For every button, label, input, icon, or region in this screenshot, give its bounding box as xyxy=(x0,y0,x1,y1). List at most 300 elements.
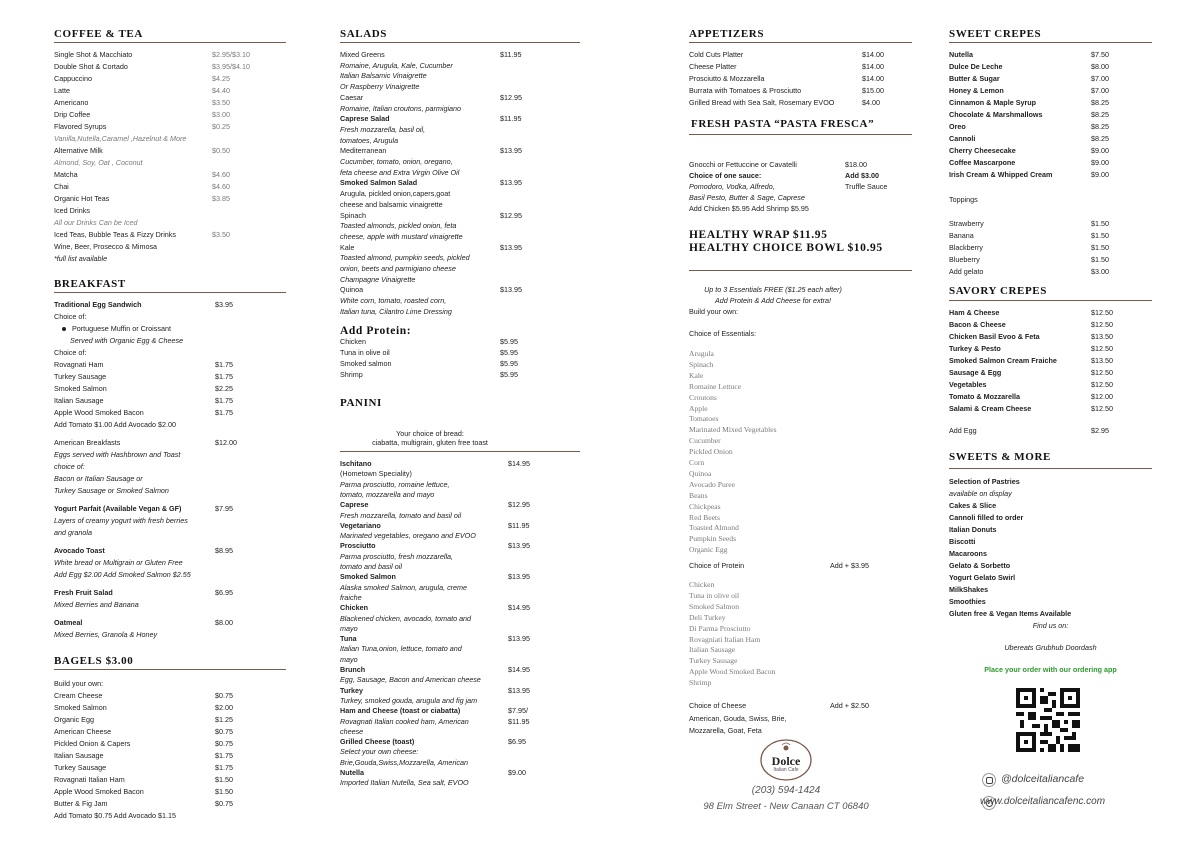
item-price: $1.75 xyxy=(215,751,233,760)
menu-item xyxy=(340,136,398,145)
item-name: mayo xyxy=(340,623,358,633)
menu-item xyxy=(54,588,233,597)
item-name: Grilled Bread with Sea Salt, Rosemary EVOO xyxy=(689,98,835,107)
menu-item xyxy=(340,480,449,489)
item-name: Bacon & Cheese xyxy=(949,320,1006,329)
item-name: Red Beets xyxy=(689,512,721,522)
menu-item xyxy=(689,62,884,71)
item-price: $8.25 xyxy=(1091,110,1109,119)
bread-choice-title: Your choice of bread: xyxy=(396,429,464,438)
item-name: fraiche xyxy=(340,592,362,602)
item-name: Turkey, smoked gouda, arugula and fig jam xyxy=(340,695,478,705)
menu-item xyxy=(340,370,518,379)
item-name: Marinated Mixed Vegetables xyxy=(689,425,777,435)
item-name: tomato and basil oil xyxy=(340,562,402,571)
item-name: Organic Egg xyxy=(54,715,94,724)
menu-item xyxy=(340,221,456,230)
menu-item xyxy=(689,425,777,434)
menu-item xyxy=(340,242,522,252)
item-price: $7.00 xyxy=(1091,74,1109,83)
item-name: All our Drinks Can be Iced xyxy=(54,218,138,227)
item-price: $1.50 xyxy=(215,775,233,784)
item-price: $18.00 xyxy=(845,160,867,169)
item-name: Spinach xyxy=(689,359,714,369)
item-name: Romaine, Italian croutons, parmigiano xyxy=(340,103,462,113)
item-price: $1.75 xyxy=(215,763,233,772)
item-name: Cannoli xyxy=(949,134,976,143)
item-price: $11.95 xyxy=(500,50,522,59)
menu-item xyxy=(949,537,975,546)
menu-item xyxy=(689,491,708,500)
menu-item xyxy=(689,382,741,391)
item-name: Italian Balsamic Vinaigrette xyxy=(340,71,427,81)
menu-item xyxy=(689,160,867,169)
item-price: $1.75 xyxy=(215,360,233,369)
item-price: $8.00 xyxy=(1091,62,1109,71)
protein-choice-price: Add + $3.95 xyxy=(830,561,869,570)
menu-item xyxy=(340,562,402,571)
menu-item xyxy=(340,675,481,684)
item-name: Rovagnati Ham xyxy=(54,360,104,369)
menu-item xyxy=(340,157,453,166)
menu-item xyxy=(949,320,1113,329)
item-price: $13.95 xyxy=(500,178,522,188)
item-price: $3.95 xyxy=(215,300,233,309)
cheese-choice-price: Add + $2.50 xyxy=(830,701,869,710)
item-name: Pumpkin Seeds xyxy=(689,534,737,544)
item-name: Vegetables xyxy=(949,380,987,389)
menu-item xyxy=(340,624,358,633)
menu-item xyxy=(340,337,518,346)
item-name: Drip Coffee xyxy=(54,110,91,119)
item-price: $3.50 xyxy=(212,230,230,239)
menu-item xyxy=(340,500,530,510)
item-price: $3.85 xyxy=(212,194,230,203)
item-price: $9.00 xyxy=(1091,158,1109,167)
menu-item xyxy=(70,336,183,345)
menu-item xyxy=(949,573,1015,582)
item-price: $8.00 xyxy=(215,618,233,627)
menu-item xyxy=(54,787,233,796)
menu-item xyxy=(340,178,522,188)
menu-item xyxy=(340,696,477,705)
item-name: Chicken xyxy=(340,603,368,613)
item-name: *full list available xyxy=(54,254,108,263)
menu-item xyxy=(340,706,528,716)
item-name: Prosciutto xyxy=(340,541,376,551)
item-price: $11.95 xyxy=(508,520,530,530)
menu-item xyxy=(340,82,419,91)
item-name: Matcha xyxy=(54,170,78,179)
item-name: Cannoli filled to order xyxy=(949,513,1024,522)
dolce-logo xyxy=(757,738,815,782)
item-name: Toasted almond, pumpkin seeds, pickled xyxy=(340,253,470,263)
item-price: $1.25 xyxy=(215,715,233,724)
menu-item xyxy=(340,114,522,124)
item-price: $13.95 xyxy=(500,146,522,156)
menu-item xyxy=(689,635,760,644)
item-name: Parma prosciutto, fresh mozzarella, xyxy=(340,551,454,561)
menu-item xyxy=(340,552,453,561)
menu-item xyxy=(54,474,143,483)
item-name: Sausage & Egg xyxy=(949,368,1002,377)
menu-item xyxy=(340,264,456,273)
menu-item xyxy=(340,189,450,198)
column-coffee-breakfast xyxy=(54,0,286,849)
item-name: Cheese Platter xyxy=(689,62,737,71)
item-name: Spinach xyxy=(340,210,366,220)
item-price: $3.95/$4.10 xyxy=(212,62,250,71)
item-price: $4.25 xyxy=(212,74,230,83)
menu-item xyxy=(949,561,1010,570)
item-price: $2.95 xyxy=(1091,426,1109,435)
menu-item xyxy=(340,232,463,241)
item-name: Italian Tuna,onion, lettuce, tomato and xyxy=(340,644,462,654)
menu-item xyxy=(54,450,180,459)
menu-item xyxy=(54,360,233,369)
menu-item xyxy=(54,230,230,239)
item-price: $3.50 xyxy=(212,98,230,107)
coffee-tea-heading: COFFEE & TEA xyxy=(54,28,143,40)
menu-item xyxy=(340,104,461,113)
item-name: Apple xyxy=(689,403,708,413)
menu-item xyxy=(54,194,230,203)
item-name: Beans xyxy=(689,490,708,500)
bullet-icon xyxy=(62,327,66,331)
protein-choice-title: Choice of Protein xyxy=(689,561,745,570)
item-name: Smoothies xyxy=(949,597,986,606)
item-name: Smoked Salmon Salad xyxy=(340,178,418,188)
menu-item xyxy=(340,572,530,582)
item-price: $3.00 xyxy=(212,110,230,119)
item-name: Strawberry xyxy=(949,219,984,228)
menu-item xyxy=(340,490,434,499)
menu-item xyxy=(689,624,751,633)
item-name: Iced Drinks xyxy=(54,206,90,215)
item-name: Turkey Sausage xyxy=(54,372,107,381)
item-price: $3.00 xyxy=(1091,267,1109,276)
item-price: $0.75 xyxy=(215,691,233,700)
savory-crepes-heading: SAVORY CREPES xyxy=(949,285,1047,297)
item-price: $13.95 xyxy=(508,685,530,695)
essentials-note: Up to 3 Essentials FREE ($1.25 each after) xyxy=(704,285,842,294)
menu-item xyxy=(340,747,418,756)
item-name: Blueberry xyxy=(949,255,980,264)
menu-item xyxy=(340,469,412,478)
item-name: Ham and Cheese (toast or ciabatta) xyxy=(340,706,461,716)
menu-item xyxy=(54,811,176,820)
breakfast-heading: BREAKFAST xyxy=(54,278,126,290)
menu-item xyxy=(54,618,233,627)
menu-item xyxy=(949,501,996,510)
menu-item xyxy=(340,593,362,602)
panini-heading: PANINI xyxy=(340,397,382,409)
menu-item xyxy=(340,200,443,209)
qr-code-icon xyxy=(1016,688,1080,752)
item-name: Grilled Cheese (toast) xyxy=(340,737,415,747)
item-name: Add Egg xyxy=(949,426,977,435)
item-name: Oreo xyxy=(949,122,966,131)
item-price: $6.95 xyxy=(215,588,233,597)
item-price: $9.00 xyxy=(1091,170,1109,179)
item-name: American Breakfasts xyxy=(54,438,121,447)
cheese-options-1: American, Gouda, Swiss, Brie, xyxy=(689,714,787,723)
menu-item xyxy=(54,396,233,405)
item-name: Americano xyxy=(54,98,89,107)
item-name: Cream Cheese xyxy=(54,691,103,700)
item-name: Macaroons xyxy=(949,549,987,558)
column-salads-panini xyxy=(340,0,580,849)
item-name: Mediterranean xyxy=(340,146,387,156)
item-price: $1.50 xyxy=(215,787,233,796)
menu-item xyxy=(340,583,467,592)
item-name: Basil Pesto, Butter & Sage, Caprese xyxy=(689,193,805,202)
menu-item xyxy=(54,324,171,333)
menu-item xyxy=(949,158,1109,167)
item-name: Yogurt Gelato Swirl xyxy=(949,573,1016,582)
menu-item xyxy=(689,414,718,423)
item-name: Butter & Fig Jam xyxy=(54,799,108,808)
item-name: Toasted almonds, pickled onion, feta xyxy=(340,221,457,231)
item-price: $9.00 xyxy=(1091,146,1109,155)
item-name: Alaska smoked Salmon, arugula, creme xyxy=(340,582,468,592)
item-name: Butter & Sugar xyxy=(949,74,1000,83)
item-name: Prosciutto & Mozzarella xyxy=(689,74,765,83)
item-name: and granola xyxy=(54,528,92,537)
item-name: Tomatoes xyxy=(689,414,719,424)
item-name: Imported Italian Nutella, Sea salt, EVOO xyxy=(340,778,469,788)
item-name: Romaine Lettuce xyxy=(689,381,742,391)
menu-item xyxy=(340,348,518,357)
sweet-crepes-heading: SWEET CREPES xyxy=(949,28,1042,40)
menu-item xyxy=(54,727,233,736)
item-name: cheese and balsamic vinaigrette xyxy=(340,199,443,209)
menu-item xyxy=(340,296,446,305)
item-name: Smoked Salmon xyxy=(340,572,396,582)
item-price: $6.95 xyxy=(508,737,526,747)
item-name: Chocolate & Marshmallows xyxy=(949,110,1043,119)
menu-item xyxy=(54,799,233,808)
item-name: Portuguese Muffin or Croissant xyxy=(72,324,171,333)
menu-item xyxy=(949,62,1109,71)
item-name: Deli Turkey xyxy=(689,612,726,622)
menu-item xyxy=(54,206,90,215)
menu-item xyxy=(54,254,107,263)
item-name: Apple Wood Smoked Bacon xyxy=(54,787,144,796)
item-name: Chai xyxy=(54,182,69,191)
item-name: Select your own cheese: xyxy=(340,747,419,757)
menu-item xyxy=(340,614,471,623)
menu-item xyxy=(54,715,233,724)
menu-item xyxy=(689,545,727,554)
menu-item xyxy=(340,125,425,134)
menu-item xyxy=(54,300,233,309)
item-price: $11.95 xyxy=(508,716,530,726)
item-name: Biscotti xyxy=(949,537,976,546)
item-name: Yogurt Parfait (Available Vegan & GF) xyxy=(54,504,182,513)
menu-item xyxy=(340,655,358,664)
menu-item xyxy=(689,393,717,402)
menu-item xyxy=(340,531,476,540)
item-name: Salami & Cream Cheese xyxy=(949,404,1032,413)
item-name: Add Egg $2.00 Add Smoked Salmon $2.55 xyxy=(54,570,191,579)
item-price: $2.00 xyxy=(215,703,233,712)
menu-item xyxy=(689,480,735,489)
menu-item xyxy=(340,665,530,674)
menu-item xyxy=(54,528,92,537)
item-name: Mixed Berries, Granola & Honey xyxy=(54,630,158,639)
item-name: Turkey & Pesto xyxy=(949,344,1001,353)
menu-item xyxy=(54,98,230,107)
item-name: Turkey Sausage or Smoked Salmon xyxy=(54,486,169,495)
essentials-title: Choice of Essentials: xyxy=(689,329,757,338)
item-price: $13.95 xyxy=(508,572,530,582)
divider xyxy=(949,42,1152,43)
item-name: Italian Sausage xyxy=(54,396,104,405)
item-name: Smoked salmon xyxy=(340,359,392,368)
item-name: Turkey Sausage xyxy=(689,656,738,666)
item-price: $12.95 xyxy=(508,500,530,510)
menu-item xyxy=(949,426,1109,435)
item-name: Rovagniati Italian Ham xyxy=(689,634,761,644)
item-name: Honey & Lemon xyxy=(949,86,1004,95)
menu-item xyxy=(949,146,1109,155)
menu-item xyxy=(949,597,986,606)
menu-item xyxy=(54,182,230,191)
menu-item xyxy=(949,489,1012,498)
item-name: tomato, mozzarella and mayo xyxy=(340,489,435,499)
item-name: Cakes & Slice xyxy=(949,501,997,510)
menu-item xyxy=(689,580,714,589)
menu-item xyxy=(340,778,469,787)
item-name: Add Tomato $0.75 Add Avocado $1.15 xyxy=(54,811,177,820)
item-name: choice of: xyxy=(54,462,85,471)
divider xyxy=(340,42,580,43)
menu-item xyxy=(54,558,183,567)
item-name: Italian tuna, Cilantro Lime Dressing xyxy=(340,306,452,316)
qr-code[interactable] xyxy=(1016,688,1080,752)
item-price: $13.95 xyxy=(508,541,530,551)
item-price: $13.95 xyxy=(500,285,522,295)
item-price: $12.50 xyxy=(1091,320,1113,329)
menu-item xyxy=(949,122,1109,131)
menu-item xyxy=(949,549,987,558)
website-url[interactable]: www.dolceitaliancafenc.com xyxy=(980,796,1106,807)
menu-item xyxy=(949,380,1113,389)
item-name: Shrimp xyxy=(689,678,712,688)
menu-item xyxy=(340,210,522,220)
item-name: Traditional Egg Sandwich xyxy=(54,300,142,309)
menu-item xyxy=(949,344,1113,353)
item-price: $7.00 xyxy=(1091,86,1109,95)
item-name: Caprese Salad xyxy=(340,114,390,124)
item-name: Smoked Salmon Cream Fraiche xyxy=(949,356,1057,365)
item-price: $0.75 xyxy=(215,799,233,808)
menu-item xyxy=(54,242,157,251)
column-appetizers-pasta-healthy xyxy=(689,0,912,849)
menu-item xyxy=(949,170,1109,179)
menu-item xyxy=(689,469,711,478)
item-name: Gnocchi or Fettuccine or Cavatelli xyxy=(689,160,797,169)
item-price: $1.50 xyxy=(1091,243,1109,252)
instagram-handle[interactable]: @dolceitaliancafe xyxy=(1001,773,1085,785)
item-price: $14.00 xyxy=(862,62,884,71)
menu-item xyxy=(340,307,452,316)
menu-item xyxy=(54,170,230,179)
bread-choice-list: ciabatta, multigrain, gluten free toast xyxy=(372,438,488,447)
menu-item xyxy=(54,384,233,393)
menu-item xyxy=(54,703,233,712)
item-name: Nutella xyxy=(340,768,364,777)
item-price: $9.00 xyxy=(508,768,526,777)
item-name: Romaine, Arugula, Kale, Cucumber xyxy=(340,60,453,70)
item-name: Caesar xyxy=(340,92,364,102)
menu-item xyxy=(340,541,530,551)
item-price: Truffle Sauce xyxy=(845,182,888,191)
item-price: $8.95 xyxy=(215,546,233,555)
item-name: Blackberry xyxy=(949,243,983,252)
item-name: Coffee Mascarpone xyxy=(949,158,1016,167)
item-price: $12.50 xyxy=(1091,404,1113,413)
divider xyxy=(54,292,286,293)
item-price: $8.25 xyxy=(1091,98,1109,107)
item-name: feta cheese and Extra Virgin Olive Oil xyxy=(340,167,460,177)
menu-item xyxy=(949,219,1109,228)
menu-item xyxy=(689,86,884,95)
menu-item xyxy=(54,146,230,155)
item-name: Add gelato xyxy=(949,267,984,276)
menu-item xyxy=(949,332,1113,341)
menu-item xyxy=(340,61,453,70)
menu-item xyxy=(340,168,459,177)
menu-item xyxy=(689,360,713,369)
menu-item xyxy=(689,204,809,213)
item-price: $14.95 xyxy=(508,459,530,468)
cafe-address: 98 Elm Street - New Canaan CT 06840 xyxy=(703,801,869,812)
menu-item xyxy=(949,585,988,594)
find-us-label: Find us on: xyxy=(1032,621,1069,630)
divider xyxy=(54,669,286,670)
item-price: $4.40 xyxy=(212,86,230,95)
item-name: Parma prosciutto, romaine lettuce, xyxy=(340,479,450,489)
item-name: Layers of creamy yogurt with fresh berries xyxy=(54,516,188,525)
divider xyxy=(340,451,580,452)
item-name: Turkey xyxy=(340,685,364,695)
item-name: Flavored Syrups xyxy=(54,122,107,131)
item-price: $12.00 xyxy=(1091,392,1113,401)
fresh-pasta-heading: FRESH PASTA “PASTA FRESCA” xyxy=(691,118,875,130)
menu-item xyxy=(689,404,708,413)
item-name: Champagne Vinaigrette xyxy=(340,274,416,284)
item-price: $12.50 xyxy=(1091,380,1113,389)
item-price: $1.50 xyxy=(1091,219,1109,228)
item-name: Dulce De Leche xyxy=(949,62,1003,71)
menu-item xyxy=(949,134,1109,143)
menu-item xyxy=(340,511,461,520)
item-name: Toasted Almond xyxy=(689,523,739,533)
item-price: $12.95 xyxy=(500,210,522,220)
menu-item xyxy=(54,691,233,700)
menu-item xyxy=(54,62,250,71)
healthy-bowl-heading: HEALTHY CHOICE BOWL $10.95 xyxy=(689,242,883,254)
menu-item xyxy=(949,231,1109,240)
item-name: Kale xyxy=(689,370,704,380)
menu-item xyxy=(949,98,1109,107)
item-price: $11.95 xyxy=(500,114,522,124)
bagels-heading: BAGELS $3.00 xyxy=(54,655,134,667)
menu-item xyxy=(689,436,721,445)
item-name: Corn xyxy=(689,458,705,467)
